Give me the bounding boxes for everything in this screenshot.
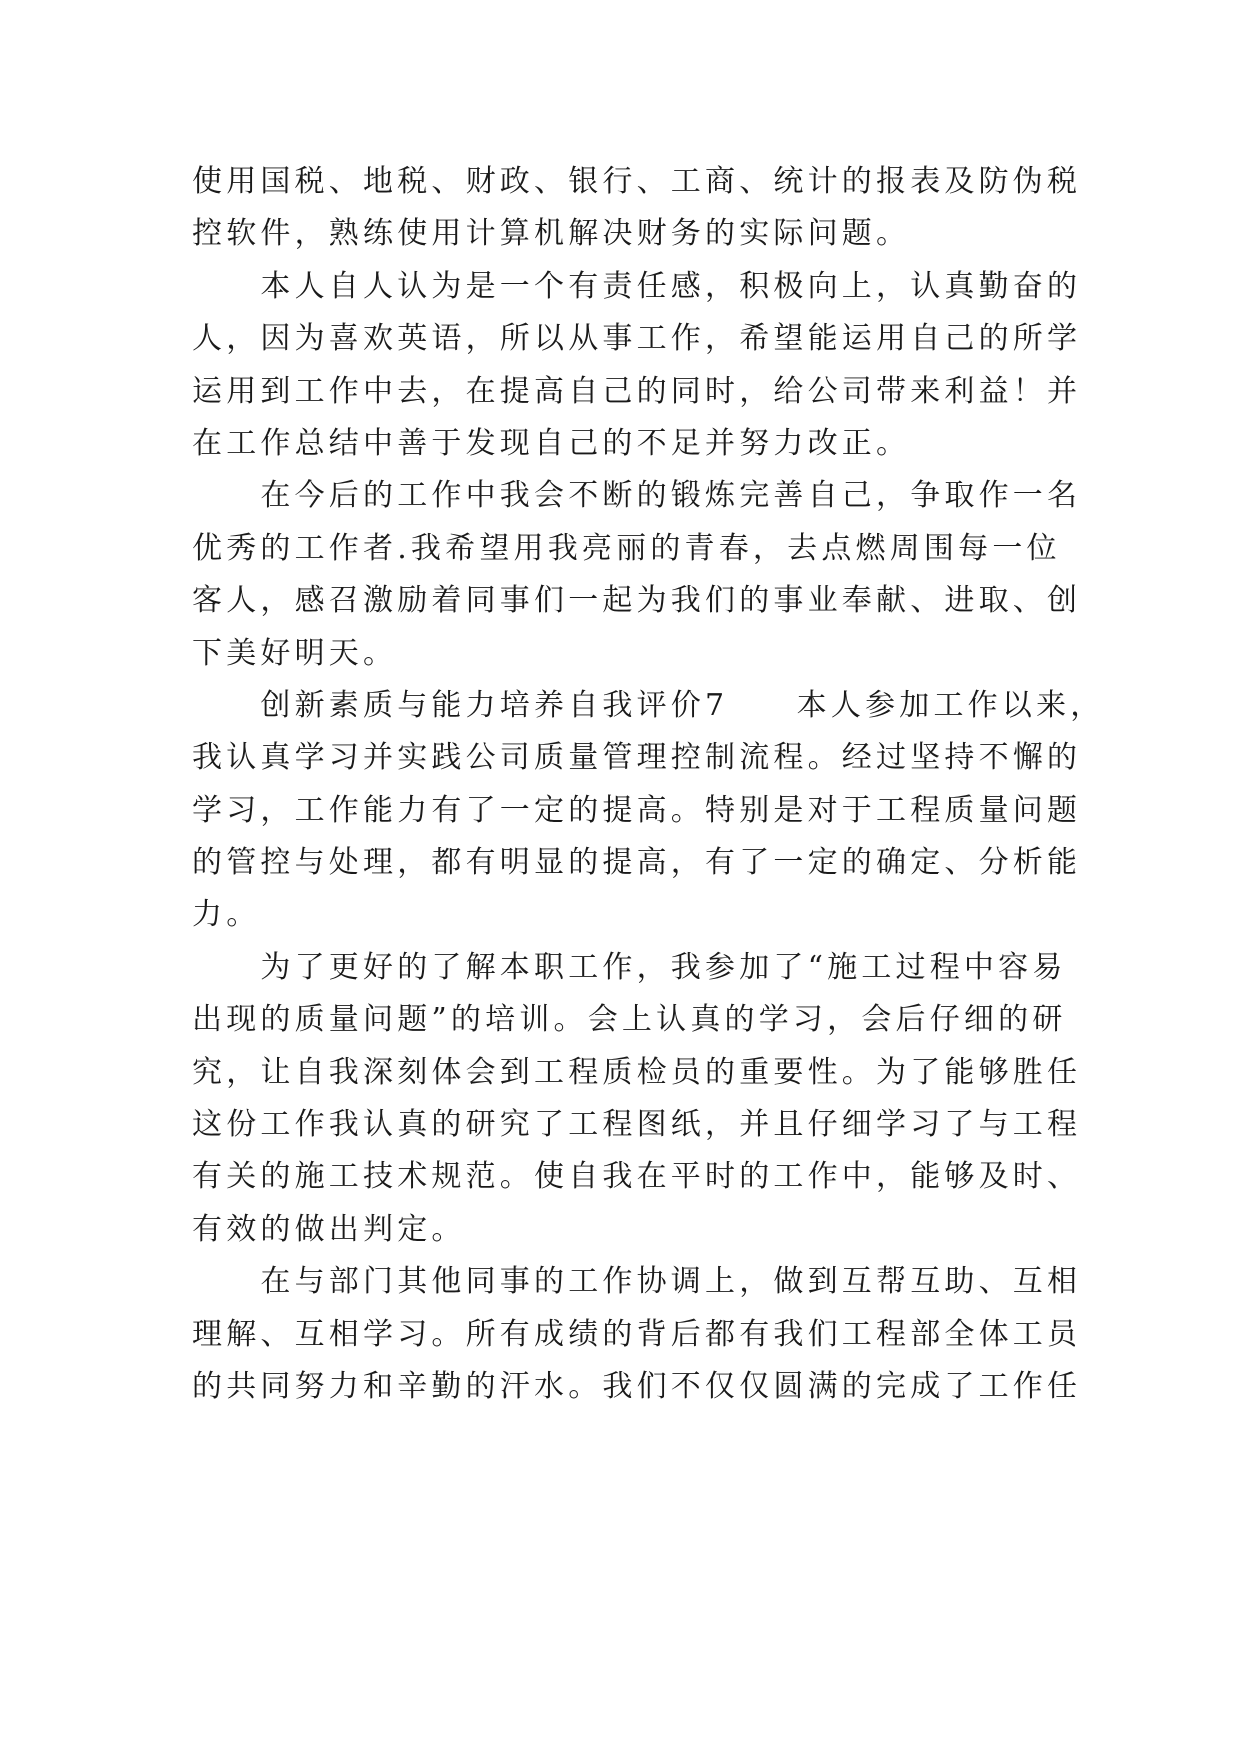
text-line: 理解、互相学习。所有成绩的背后都有我们工程部全体工员: [192, 1316, 1082, 1352]
text-line: 创新素质与能力培养自我评价7 本人参加工作以来，: [192, 687, 1105, 723]
text-line: 这份工作我认真的研究了工程图纸，并且仔细学习了与工程: [192, 1107, 1082, 1143]
text-line: 优秀的工作者.我希望用我亮丽的青春，去点燃周围每一位: [192, 530, 1061, 566]
text-line: 有关的施工技术规范。使自我在平时的工作中，能够及时、: [192, 1159, 1082, 1195]
text-line: 人，因为喜欢英语，所以从事工作，希望能运用自己的所学: [192, 321, 1082, 357]
text-line: 下美好明天。: [192, 635, 398, 671]
text-line: 我认真学习并实践公司质量管理控制流程。经过坚持不懈的: [192, 740, 1082, 776]
text-line: 的共同努力和辛勤的汗水。我们不仅仅圆满的完成了工作任: [192, 1368, 1082, 1404]
text-line: 本人自人认为是一个有责任感，积极向上，认真勤奋的: [192, 268, 1082, 304]
text-line: 在与部门其他同事的工作协调上，做到互帮互助、互相: [192, 1264, 1082, 1300]
text-line: 力。: [192, 897, 261, 933]
text-line: 运用到工作中去，在提高自己的同时，给公司带来利益！并: [192, 373, 1082, 409]
text-line: 使用国税、地税、财政、银行、工商、统计的报表及防伪税: [192, 164, 1082, 199]
text-line: 的管控与处理，都有明显的提高，有了一定的确定、分析能: [192, 845, 1082, 881]
text-line: 客人，感召激励着同事们一起为我们的事业奉献、进取、创: [192, 583, 1082, 619]
text-line: 究，让自我深刻体会到工程质检员的重要性。为了能够胜任: [192, 1054, 1082, 1090]
text-line: 为了更好的了解本职工作，我参加了“施工过程中容易: [192, 949, 1067, 985]
text-line: 在工作总结中善于发现自己的不足并努力改正。: [192, 425, 911, 461]
text-line: 学习，工作能力有了一定的提高。特别是对于工程质量问题: [192, 792, 1082, 828]
document-body: [192, 156, 1105, 1413]
text-line: 在今后的工作中我会不断的锻炼完善自己，争取作一名: [192, 478, 1082, 514]
text-line: 控软件，熟练使用计算机解决财务的实际问题。: [192, 216, 911, 252]
text-line: 有效的做出判定。: [192, 1211, 466, 1247]
text-line: 出现的质量问题”的培训。会上认真的学习，会后仔细的研: [192, 1002, 1067, 1038]
